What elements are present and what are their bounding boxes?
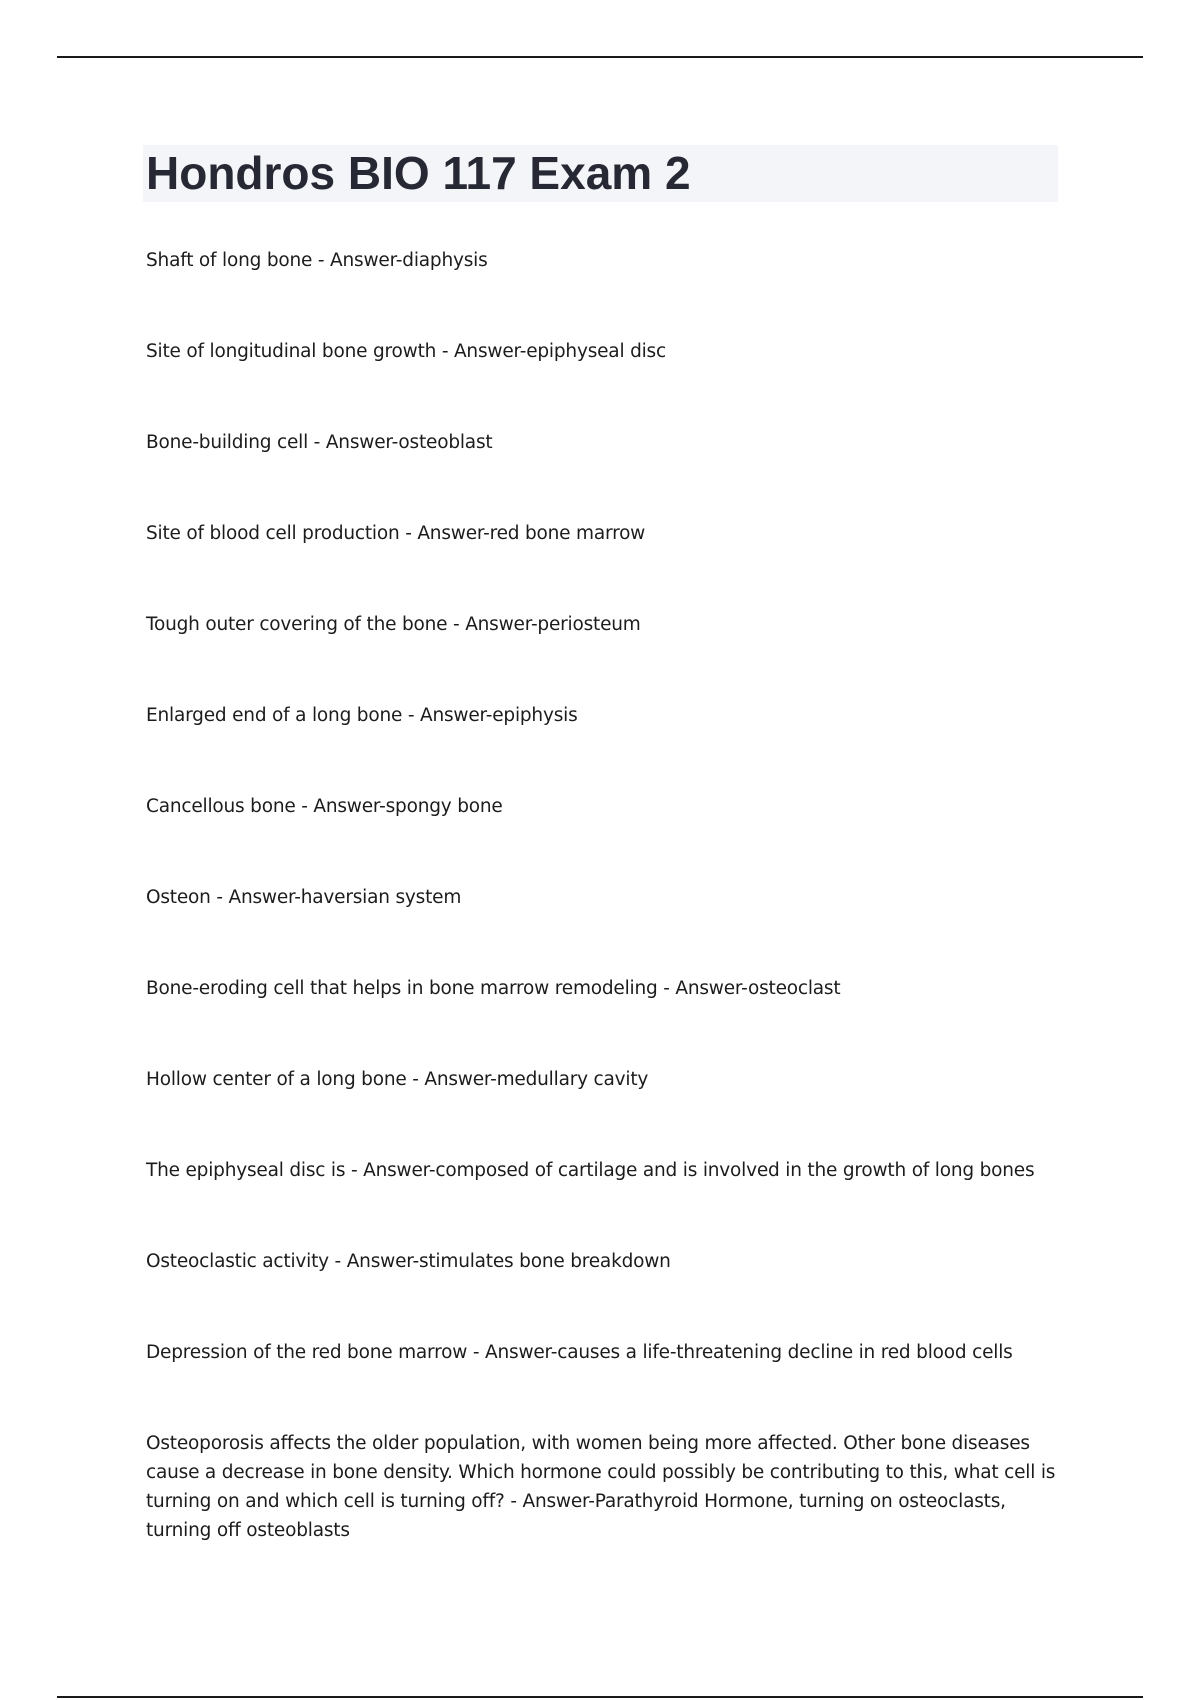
- bottom-rule: [57, 1696, 1143, 1698]
- qa-item: Osteoporosis affects the older population, with women being more affected. Other bone diseases cause a decrease in bone density. Which hormone could possibly be contributing to this, what cell is turning on and which cell is turning off? - Answer-Parathyroid Hormone, turning on osteoclasts, turning off osteoblasts: [146, 1433, 1056, 1541]
- qa-item: Osteoclastic activity - Answer-stimulates bone breakdown: [146, 1251, 671, 1272]
- qa-item: Tough outer covering of the bone - Answer-periosteum: [146, 614, 641, 635]
- qa-item: Bone-eroding cell that helps in bone marrow remodeling - Answer-osteoclast: [146, 978, 841, 999]
- qa-item: Depression of the red bone marrow - Answer-causes a life-threatening decline in red blood cells: [146, 1342, 1013, 1363]
- qa-item: Hollow center of a long bone - Answer-medullary cavity: [146, 1069, 649, 1090]
- qa-item: The epiphyseal disc is - Answer-composed of cartilage and is involved in the growth of long bones: [146, 1160, 1035, 1181]
- qa-item: Bone-building cell - Answer-osteoblast: [146, 432, 493, 453]
- qa-item: Cancellous bone - Answer-spongy bone: [146, 796, 503, 817]
- qa-item: Enlarged end of a long bone - Answer-epiphysis: [146, 705, 578, 726]
- qa-list: [146, 246, 1066, 1545]
- qa-item: Site of blood cell production - Answer-red bone marrow: [146, 523, 646, 544]
- document-title: Hondros BIO 117 Exam 2: [146, 147, 691, 199]
- qa-item: Site of longitudinal bone growth - Answer-epiphyseal disc: [146, 341, 666, 362]
- top-rule: [57, 56, 1143, 58]
- qa-item: Shaft of long bone - Answer-diaphysis: [146, 250, 488, 271]
- qa-item: Osteon - Answer-haversian system: [146, 887, 462, 908]
